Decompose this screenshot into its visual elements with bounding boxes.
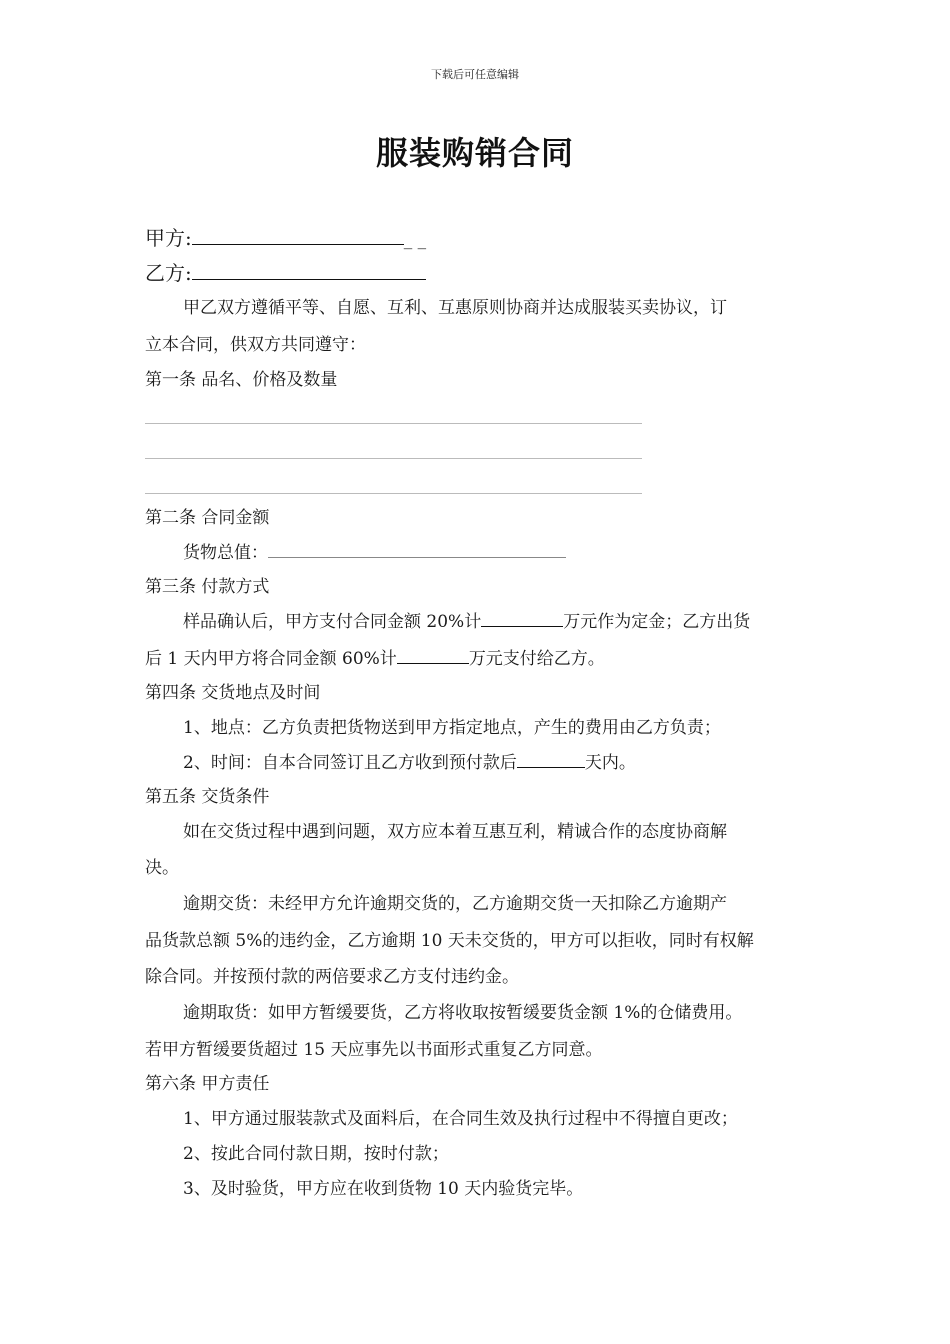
party-a-label: 甲方: — [145, 226, 192, 250]
article1-heading: 第一条 品名、价格及数量 — [145, 370, 338, 390]
header-note: 下载后可任意编辑 — [431, 68, 519, 81]
payment-text-tail: 万元支付给乙方。 — [468, 649, 605, 669]
article5-p2-line-2: 品货款总额 5%的违约金，乙方逾期 10 天未交货的，甲方可以拒收，同时有权解 — [145, 931, 754, 951]
delivery-time-tail: 天内。 — [584, 753, 636, 773]
article5-heading: 第五条 交货条件 — [145, 787, 270, 807]
article4-heading: 第四条 交货地点及时间 — [145, 683, 321, 703]
party-b-line — [145, 261, 426, 287]
document-title: 服装购销合同 — [375, 134, 574, 172]
party-b-label: 乙方: — [145, 261, 192, 285]
article3-heading: 第三条 付款方式 — [145, 577, 270, 597]
delivery-time-text: 2、时间：自本合同签订且乙方收到预付款后 — [183, 753, 517, 773]
article5-p3-line-1: 逾期取货：如甲方暂缓要货，乙方将收取按暂缓要货金额 1%的仓储费用。 — [183, 1003, 743, 1023]
article3-line-2 — [145, 647, 605, 671]
intro-line-1: 甲乙双方遵循平等、自愿、互利、互惠原则协商并达成服装买卖协议，订 — [183, 298, 727, 318]
article5-p1-line-1: 如在交货过程中遇到问题，双方应本着互惠互利，精诚合作的态度协商解 — [183, 822, 727, 842]
deposit-text-tail: 万元作为定金；乙方出货 — [563, 612, 751, 632]
article4-item-1: 1、地点：乙方负责把货物送到甲方指定地点，产生的费用由乙方负责； — [183, 718, 721, 738]
goods-total-line — [183, 541, 566, 565]
deposit-amount-blank[interactable] — [481, 610, 563, 627]
article6-heading: 第六条 甲方责任 — [145, 1074, 270, 1094]
article5-p2-line-1: 逾期交货：未经甲方允许逾期交货的，乙方逾期交货一天扣除乙方逾期产 — [183, 894, 727, 914]
article1-blank-row[interactable] — [145, 493, 642, 494]
article5-p2-line-3: 除合同。并按预付款的两倍要求乙方支付违约金。 — [145, 967, 519, 987]
deposit-text: 样品确认后，甲方支付合同金额 20%计 — [183, 612, 482, 632]
party-a-line — [145, 226, 426, 252]
delivery-days-blank[interactable] — [517, 751, 585, 768]
article2-heading: 第二条 合同金额 — [145, 508, 270, 528]
article3-line-1 — [183, 610, 750, 634]
party-b-blank[interactable] — [192, 263, 426, 280]
intro-line-2: 立本合同，供双方共同遵守： — [145, 335, 366, 355]
article5-p1-line-2: 决。 — [145, 858, 179, 878]
goods-total-label: 货物总值： — [183, 543, 268, 563]
payment-amount-blank[interactable] — [397, 647, 469, 664]
article4-item-2 — [183, 751, 636, 775]
party-a-tail: _ _ — [403, 230, 427, 250]
article6-item-1: 1、甲方通过服装款式及面料后，在合同生效及执行过程中不得擅自更改； — [183, 1109, 738, 1129]
article6-item-2: 2、按此合同付款日期，按时付款； — [183, 1144, 449, 1164]
payment-text: 后 1 天内甲方将合同金额 60%计 — [145, 649, 397, 669]
article5-p3-line-2: 若甲方暂缓要货超过 15 天应事先以书面形式重复乙方同意。 — [145, 1040, 603, 1060]
goods-total-blank[interactable] — [268, 541, 566, 558]
article1-blank-row[interactable] — [145, 458, 642, 459]
article6-item-3: 3、及时验货，甲方应在收到货物 10 天内验货完毕。 — [183, 1179, 584, 1199]
article1-blank-row[interactable] — [145, 423, 642, 424]
party-a-blank[interactable] — [192, 228, 404, 245]
